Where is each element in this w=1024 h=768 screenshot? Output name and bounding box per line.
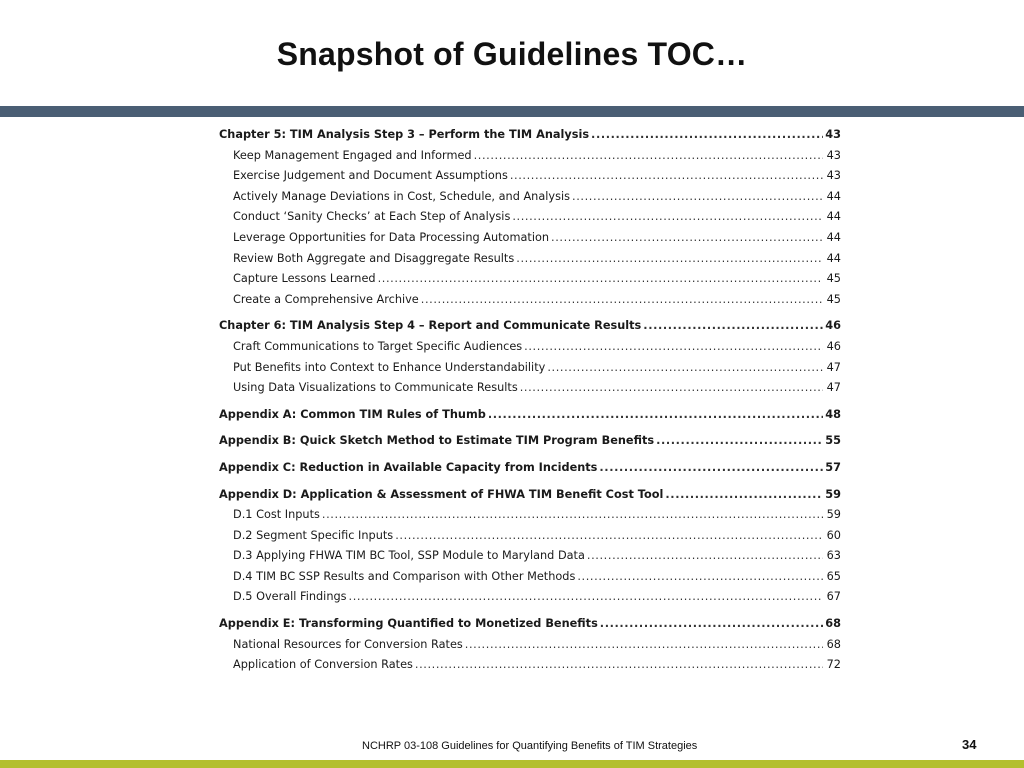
toc-dot-leader (591, 125, 823, 146)
toc-entry-page: 46 (825, 319, 841, 333)
toc-entry-label: D.1 Cost Inputs (233, 508, 320, 522)
toc-entry-label: Appendix D: Application & Assessment of FHWA TIM Benefit Cost Tool (219, 487, 664, 501)
toc-section-entry (219, 207, 841, 228)
toc-dot-leader (378, 269, 823, 290)
toc-entry-label: Using Data Visualizations to Communicate Results (233, 381, 518, 395)
toc-dot-leader (512, 207, 823, 228)
toc-entry-label: Keep Management Engaged and Informed (233, 148, 472, 162)
toc-entry-label: National Resources for Conversion Rates (233, 637, 463, 651)
header-band (0, 106, 1024, 117)
toc-dot-leader (551, 228, 823, 249)
toc-section-entry (219, 290, 841, 311)
toc-entry-label: Appendix A: Common TIM Rules of Thumb (219, 407, 486, 421)
toc-entry-page: 67 (826, 590, 841, 604)
toc-entry-page: 44 (826, 230, 841, 244)
toc-entry-page: 47 (826, 360, 841, 374)
toc-dot-leader (665, 485, 823, 506)
toc-section-entry (219, 567, 841, 588)
toc-entry-label: D.5 Overall Findings (233, 590, 347, 604)
toc-dot-leader (599, 458, 823, 479)
toc-dot-leader (322, 505, 823, 526)
toc-entry-label: Application of Conversion Rates (233, 658, 413, 672)
toc-entry-page: 43 (826, 169, 841, 183)
toc-entry-label: Conduct ‘Sanity Checks’ at Each Step of Analysis (233, 210, 511, 224)
toc-entry-page: 55 (825, 434, 841, 448)
toc-entry-label: D.3 Applying FHWA TIM BC Tool, SSP Module to Maryland Data (233, 549, 585, 563)
toc-entry-page: 60 (826, 528, 841, 542)
toc-section-entry (219, 505, 841, 526)
toc-dot-leader (516, 249, 823, 270)
toc-entry-page: 44 (826, 210, 841, 224)
toc-dot-leader (474, 146, 823, 167)
toc-entry-label: Capture Lessons Learned (233, 272, 376, 286)
toc-dot-leader (349, 587, 823, 608)
toc-section-entry (219, 269, 841, 290)
toc-section-entry (219, 187, 841, 208)
toc-entry-page: 44 (826, 251, 841, 265)
toc-dot-leader (656, 431, 823, 452)
toc-entry-label: Appendix C: Reduction in Available Capacity from Incidents (219, 460, 598, 474)
toc-chapter-entry (219, 614, 841, 635)
toc-entry-label: Review Both Aggregate and Disaggregate Results (233, 251, 515, 265)
toc-section-entry (219, 378, 841, 399)
toc-entry-page: 43 (825, 128, 841, 141)
toc-entry-label: Put Benefits into Context to Enhance Understandability (233, 360, 546, 374)
toc-entry-page: 63 (826, 549, 841, 563)
toc-entry-page: 68 (825, 617, 841, 631)
toc-section-entry (219, 526, 841, 547)
toc-entry-label: Chapter 5: TIM Analysis Step 3 – Perform the TIM Analysis (219, 128, 590, 141)
toc-entry-page: 57 (825, 460, 841, 474)
toc-dot-leader (520, 378, 823, 399)
toc-dot-leader (395, 526, 823, 547)
toc-entry-label: Appendix E: Transforming Quantified to Monetized Benefits (219, 617, 598, 631)
toc-section-entry (219, 166, 841, 187)
toc-entry-page: 59 (825, 487, 841, 501)
toc-entry-label: Leverage Opportunities for Data Processing Automation (233, 230, 550, 244)
toc-entry-page: 46 (826, 339, 841, 353)
toc-chapter-entry (219, 405, 841, 426)
toc-dot-leader (587, 546, 823, 567)
table-of-contents (219, 125, 841, 676)
toc-section-entry (219, 337, 841, 358)
toc-entry-label: Actively Manage Deviations in Cost, Schedule, and Analysis (233, 189, 571, 203)
toc-entry-label: Create a Comprehensive Archive (233, 292, 419, 306)
toc-section-entry (219, 635, 841, 656)
toc-dot-leader (600, 614, 823, 635)
toc-dot-leader (510, 166, 823, 187)
toc-entry-label: D.2 Segment Specific Inputs (233, 528, 394, 542)
toc-dot-leader (572, 187, 823, 208)
toc-section-entry (219, 249, 841, 270)
toc-chapter-entry (219, 485, 841, 506)
toc-chapter-entry (219, 125, 841, 146)
toc-entry-label: Appendix B: Quick Sketch Method to Estimate TIM Program Benefits (219, 434, 655, 448)
slide-title: Snapshot of Guidelines TOC… (276, 36, 748, 72)
toc-entry-label: Chapter 6: TIM Analysis Step 4 – Report and Communicate Results (219, 319, 642, 333)
toc-entry-page: 68 (826, 637, 841, 651)
toc-entry-label: D.4 TIM BC SSP Results and Comparison with Other Methods (233, 569, 576, 583)
toc-dot-leader (577, 567, 823, 588)
footer-band (0, 760, 1024, 768)
toc-section-entry (219, 358, 841, 379)
toc-chapter-entry (219, 316, 841, 337)
toc-entry-page: 44 (826, 189, 841, 203)
toc-section-entry (219, 655, 841, 676)
toc-entry-page: 72 (826, 658, 841, 672)
page-number: 34 (962, 737, 977, 752)
toc-entry-page: 43 (826, 148, 841, 162)
toc-dot-leader (465, 635, 823, 656)
toc-section-entry (219, 146, 841, 167)
footer-text: NCHRP 03-108 Guidelines for Quantifying Benefits of TIM Strategies (362, 740, 698, 752)
toc-entry-page: 48 (825, 407, 841, 421)
toc-section-entry (219, 228, 841, 249)
toc-chapter-entry (219, 431, 841, 452)
toc-entry-page: 59 (826, 508, 841, 522)
toc-entry-page: 45 (826, 292, 841, 306)
toc-entry-label: Exercise Judgement and Document Assumptions (233, 169, 508, 183)
toc-dot-leader (415, 655, 823, 676)
toc-dot-leader (488, 405, 823, 426)
toc-section-entry (219, 546, 841, 567)
toc-dot-leader (421, 290, 823, 311)
toc-dot-leader (524, 337, 823, 358)
toc-chapter-entry (219, 458, 841, 479)
toc-entry-page: 47 (826, 381, 841, 395)
toc-entry-page: 45 (826, 272, 841, 286)
toc-section-entry (219, 587, 841, 608)
toc-dot-leader (547, 358, 823, 379)
toc-entry-page: 65 (826, 569, 841, 583)
toc-dot-leader (643, 316, 823, 337)
toc-entry-label: Craft Communications to Target Specific Audiences (233, 339, 523, 353)
